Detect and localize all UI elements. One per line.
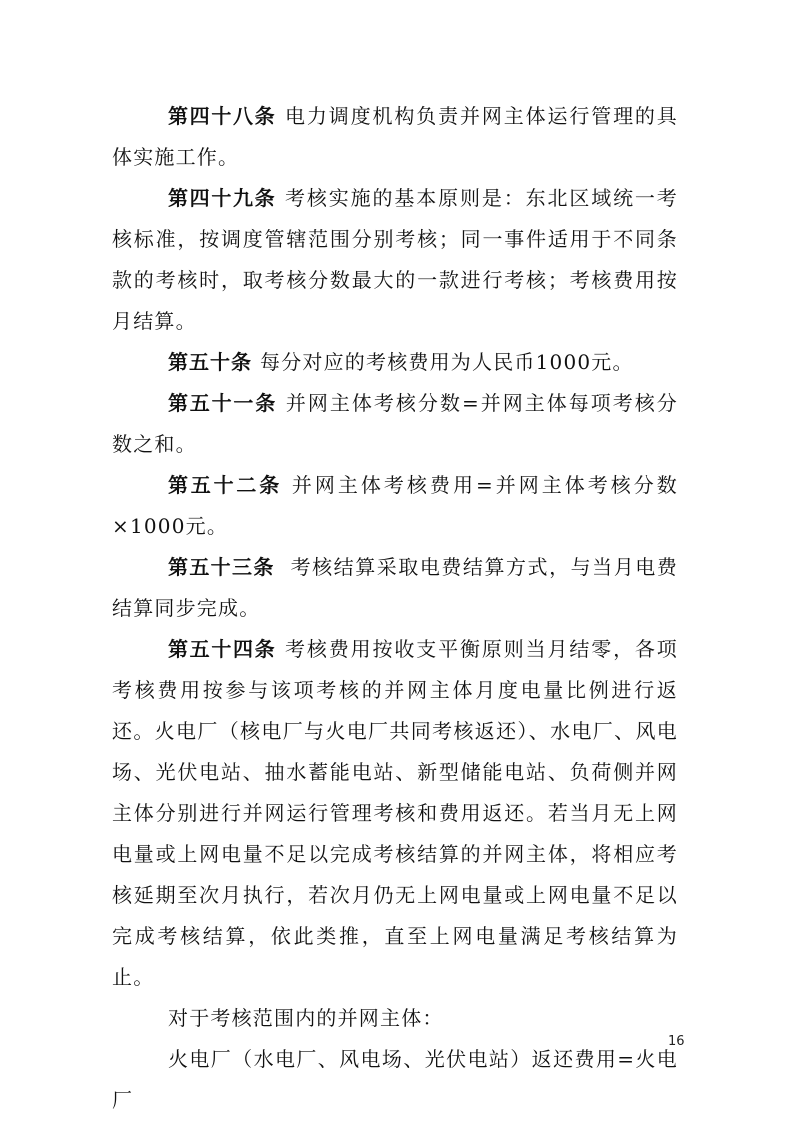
article-number: 第五十一条 [168, 391, 278, 415]
paragraph-refund-formula [112, 1039, 678, 1121]
paragraph-text: 考核结算采取电费结算方式，与当月电费结算同步完成。 [112, 555, 678, 620]
article-number: 第五十四条 [168, 637, 277, 661]
paragraph-article-51 [112, 383, 678, 465]
paragraph-article-50 [112, 342, 678, 383]
paragraph-text: 对于考核范围内的并网主体： [168, 1006, 444, 1030]
paragraph-text: 并网主体考核费用=并网主体考核分数×1000元。 [112, 473, 678, 538]
paragraph-text: 电力调度机构负责并网主体运行管理的具体实施工作。 [112, 104, 679, 169]
paragraph-article-49 [112, 178, 678, 342]
article-number: 第四十九条 [168, 186, 277, 210]
paragraph-text: 每分对应的考核费用为人民币1000元。 [260, 350, 634, 374]
article-number: 第四十八条 [168, 104, 277, 128]
paragraph-article-48 [112, 96, 678, 178]
paragraph-text: 并网主体考核分数=并网主体每项考核分数之和。 [112, 391, 679, 456]
paragraph-scope [112, 998, 678, 1039]
article-number: 第五十三条 [168, 555, 275, 579]
document-body [112, 96, 678, 1121]
paragraph-text: 考核费用按收支平衡原则当月结零，各项考核费用按参与该项考核的并网主体月度电量比例进行返还。火电厂（核电厂与火电厂共同考核返还）、水电厂、风电场、光伏电站、抽水蓄能电站、新型储能电站、负荷侧并网主体分别进行并网运行管理考核和费用返还。若当月无上网电量或上网电量不足以完成考核结算的并网主体，将相应考核延期至次月执行，若次月仍无上网电量或上网电量不足以完成考核结算，依此类推，直至上网电量满足考核结算为止。 [112, 637, 679, 989]
article-number: 第五十条 [168, 350, 252, 374]
article-number: 第五十二条 [168, 473, 283, 497]
paragraph-text: 考核实施的基本原则是：东北区域统一考核标准，按调度管辖范围分别考核；同一事件适用于不同条款的考核时，取考核分数最大的一款进行考核；考核费用按月结算。 [112, 186, 679, 333]
paragraph-text: 火电厂（水电厂、风电场、光伏电站）返还费用=火电厂 [112, 1047, 678, 1112]
paragraph-article-53 [112, 547, 678, 629]
page-number: 16 [668, 1034, 685, 1049]
paragraph-article-54 [112, 629, 678, 998]
paragraph-article-52 [112, 465, 678, 547]
